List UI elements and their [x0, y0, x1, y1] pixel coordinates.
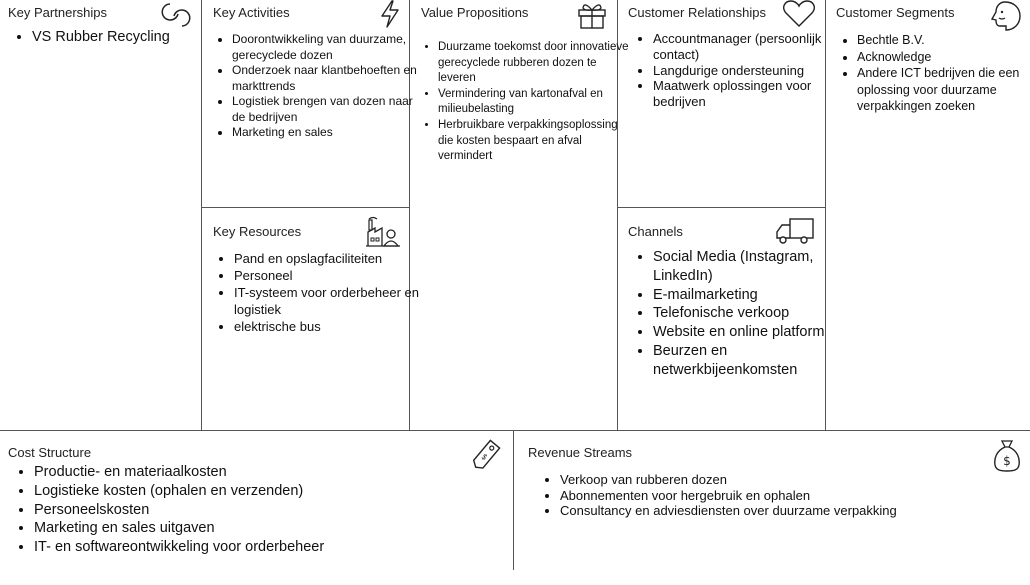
list-item: • elektrische bus — [234, 318, 430, 335]
value-propositions-block — [410, 0, 629, 430]
customer-relationships-block — [618, 0, 825, 207]
list-item: • Beurzen en netwerkbijeenkomsten — [653, 342, 849, 380]
list-item: • Langdurige ondersteuning — [653, 63, 849, 79]
list-item: • Logistieke kosten (ophalen en verzenden) — [34, 482, 514, 501]
list-item: • Personeelskosten — [34, 501, 514, 520]
key-partnerships-list — [6, 29, 222, 46]
customer-segments-list — [831, 32, 1030, 115]
link-icon — [160, 0, 192, 30]
key-partnerships-block — [0, 0, 201, 430]
truck-icon — [775, 217, 815, 247]
key-activities-title: Key Activities — [213, 5, 290, 20]
gift-icon — [576, 0, 608, 30]
svg-text:$: $ — [1003, 454, 1011, 468]
list-item: • Social Media (Instagram, LinkedIn) — [653, 248, 849, 286]
key-resources-list — [208, 250, 430, 335]
list-item: • Duurzame toekomst door innovatieve gerecyclede rubberen dozen te leveren — [438, 40, 636, 87]
list-item: • Website en online platform — [653, 323, 849, 342]
customer-segments-title: Customer Segments — [836, 5, 955, 20]
list-item: • Doorontwikkeling van duurzame, gerecyclede dozen — [232, 32, 428, 63]
key-resources-block — [202, 208, 419, 430]
list-item: • Pand en opslagfaciliteiten — [234, 250, 430, 267]
customer-relationships-list — [627, 31, 849, 110]
revenue-streams-title: Revenue Streams — [528, 445, 633, 460]
list-item: • Consultancy en adviesdiensten over duurzame verpakking — [560, 503, 1030, 519]
cost-structure-block — [0, 431, 513, 585]
cost-structure-title: Cost Structure — [8, 445, 92, 460]
list-item: • Personeel — [234, 267, 430, 284]
face-icon — [988, 0, 1022, 32]
channels-title: Channels — [628, 224, 683, 239]
channels-block — [618, 208, 825, 430]
list-item: • Logistiek brengen van dozen naar de bedrijven — [232, 94, 428, 125]
list-item: • Vermindering van kartonafval en milieubelasting — [438, 87, 636, 118]
svg-text:$: $ — [479, 451, 490, 462]
list-item: • Telefonische verkoop — [653, 304, 849, 323]
key-activities-list — [208, 32, 428, 141]
customer-segments-block — [826, 0, 1030, 430]
revenue-streams-block — [514, 431, 1030, 585]
heart-icon — [782, 0, 816, 28]
value-propositions-list — [416, 40, 636, 165]
list-item: • IT- en softwareontwikkeling voor orderbeheer — [34, 538, 514, 557]
money-bag-icon — [992, 439, 1022, 473]
list-item: • IT-systeem voor orderbeheer en logistiek — [234, 284, 430, 318]
customer-relationships-title: Customer Relationships — [628, 5, 767, 20]
key-activities-block — [202, 0, 417, 207]
cost-structure-list — [8, 463, 514, 557]
list-item: • Abonnementen voor hergebruik en ophalen — [560, 488, 1030, 504]
factory-worker-icon — [365, 216, 401, 248]
list-item: • Onderzoek naar klantbehoeften en markttrends — [232, 63, 428, 94]
value-propositions-title: Value Propositions — [421, 5, 529, 20]
list-item: • Andere ICT bedrijven die een oplossing voor duurzame verpakkingen zoeken — [857, 65, 1030, 115]
key-resources-title: Key Resources — [213, 224, 302, 239]
lightning-icon — [379, 0, 401, 28]
channels-list — [627, 248, 849, 380]
list-item: • Productie- en materiaalkosten — [34, 463, 514, 482]
list-item: • Marketing en sales uitgaven — [34, 519, 514, 538]
list-item: • Marketing en sales — [232, 125, 428, 141]
list-item: • Herbruikbare verpakkingsoplossing die kosten bespaart en afval vermindert — [438, 118, 636, 165]
list-item: • VS Rubber Recycling — [32, 29, 222, 46]
list-item: • Bechtle B.V. — [857, 32, 1030, 49]
list-item: • Verkoop van rubberen dozen — [560, 472, 1030, 488]
list-item: • Acknowledge — [857, 49, 1030, 66]
revenue-streams-list — [534, 472, 1030, 519]
key-partnerships-title: Key Partnerships — [8, 5, 107, 20]
list-item: • Accountmanager (persoonlijk contact) — [653, 31, 849, 63]
list-item: • Maatwerk oplossingen voor bedrijven — [653, 78, 849, 110]
list-item: • E-mailmarketing — [653, 286, 849, 305]
